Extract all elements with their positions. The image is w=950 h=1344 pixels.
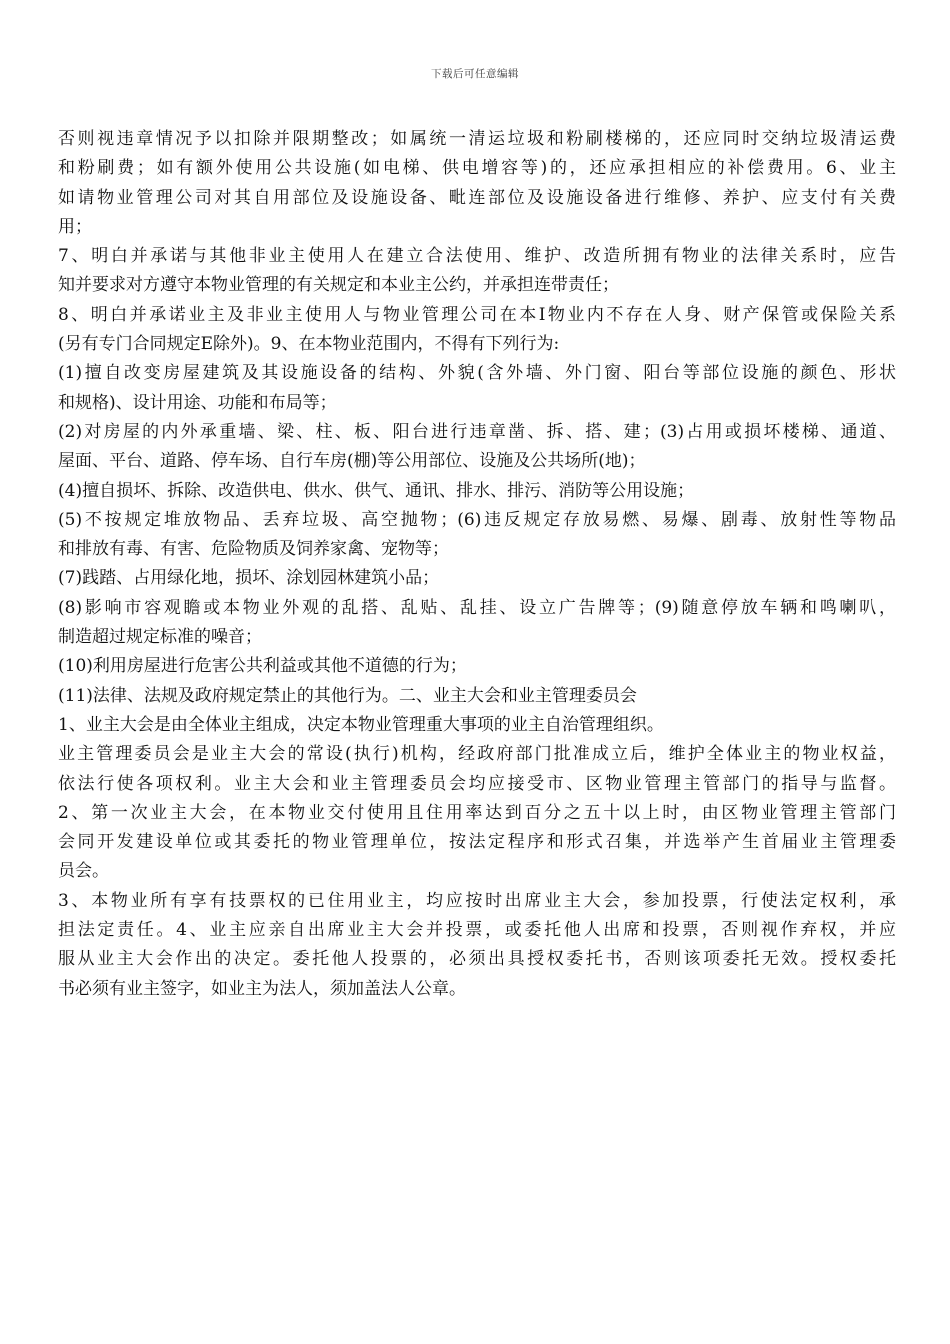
text-line: 如请物业管理公司对其自用部位及设施设备、毗连部位及设施设备进行维修、养护、应支付有关费 (58, 187, 896, 208)
text-line: 知并要求对方遵守本物业管理的有关规定和本业主公约，并承担连带责任； (58, 275, 619, 296)
text-line: 否则视违章情况予以扣除并限期整改；如属统一清运垃圾和粉刷楼梯的，还应同时交纳垃圾清运费 (58, 129, 896, 149)
text-line: (11)法律、法规及政府规定禁止的其他行为。二、业主大会和业主管理委员会 (58, 685, 637, 706)
text-line: 2、第一次业主大会，在本物业交付使用且住用率达到百分之五十以上时，由区物业管理主管部门 (58, 802, 896, 823)
text-line: 书必须有业主签字，如业主为法人，须加盖法人公章。 (58, 978, 466, 999)
text-line: 和排放有毒、有害、危险物质及饲养家禽、宠物等； (58, 539, 449, 560)
text-line: 7、明白并承诺与其他非业主使用人在建立合法使用、维护、改造所拥有物业的法律关系时，应告 (58, 246, 896, 267)
text-line: 制造超过规定标准的噪音； (58, 627, 262, 648)
text-line: 业主管理委员会是业主大会的常设(执行)机构，经政府部门批准成立后，维护全体业主的物业权益， (58, 744, 896, 765)
text-line: 8、明白并承诺业主及非业主使用人与物业管理公司在本Ⅰ物业内不存在人身、财产保管或保险关系 (58, 304, 896, 325)
text-line: 和粉刷费；如有额外使用公共设施(如电梯、供电增容等)的，还应承担相应的补偿费用。6、业主 (58, 158, 896, 179)
text-line: 会同开发建设单位或其委托的物业管理单位，按法定程序和形式召集，并选举产生首届业主管理委 (58, 832, 896, 853)
text-line: (5)不按规定堆放物品、丢弃垃圾、高空抛物；(6)违反规定存放易燃、易爆、剧毒、放射性等物品 (58, 509, 896, 530)
text-line: 屋面、平台、道路、停车场、自行车房(棚)等公用部位、设施及公共场所(地)； (58, 451, 646, 472)
text-line: 3、本物业所有享有技票权的已住用业主，均应按时出席业主大会，参加投票，行使法定权利，承 (58, 890, 896, 911)
text-line: (8)影响市容观瞻或本物业外观的乱搭、乱贴、乱挂、设立广告牌等；(9)随意停放车辆和鸣喇叭， (58, 597, 896, 618)
text-line: (另有专门合同规定Ε除外)。9、在本物业范围内，不得有下列行为: (58, 334, 560, 355)
text-line: (2)对房屋的内外承重墙、梁、柱、板、阳台进行违章凿、拆、搭、建；(3)占用或损坏楼梯、通道、 (58, 421, 896, 442)
text-line: 员会。 (58, 861, 109, 882)
text-line: 担法定责任。4、业主应亲自出席业主大会并投票，或委托他人出席和投票，否则视作弃权，并应 (58, 920, 896, 941)
text-line: (4)擅自损坏、拆除、改造供电、供水、供气、通讯、排水、排污、消防等公用设施； (58, 480, 695, 501)
text-line: 和规格)、设计用途、功能和布局等； (58, 392, 337, 413)
text-line: 服从业主大会作出的决定。委托他人投票的，必须出具授权委托书，否则该项委托无效。授权委托 (58, 949, 896, 970)
text-line: (10)利用房屋进行危害公共利益或其他不道德的行为； (58, 656, 467, 677)
text-line: 用； (58, 216, 92, 237)
text-line: (1)擅自改变房屋建筑及其设施设备的结构、外貌(含外墙、外门窗、阳台等部位设施的颜色、形状 (58, 363, 896, 384)
header-note: 下载后可任意编辑 (431, 68, 519, 80)
document-body (58, 125, 896, 1004)
text-line: 依法行使各项权利。业主大会和业主管理委员会均应接受市、区物业管理主管部门的指导与监督。 (58, 773, 896, 794)
text-line: (7)践踏、占用绿化地，损坏、涂划园林建筑小品； (58, 568, 440, 589)
text-line: 1、业主大会是由全体业主组成，决定本物业管理重大事项的业主自治管理组织。 (58, 714, 664, 735)
